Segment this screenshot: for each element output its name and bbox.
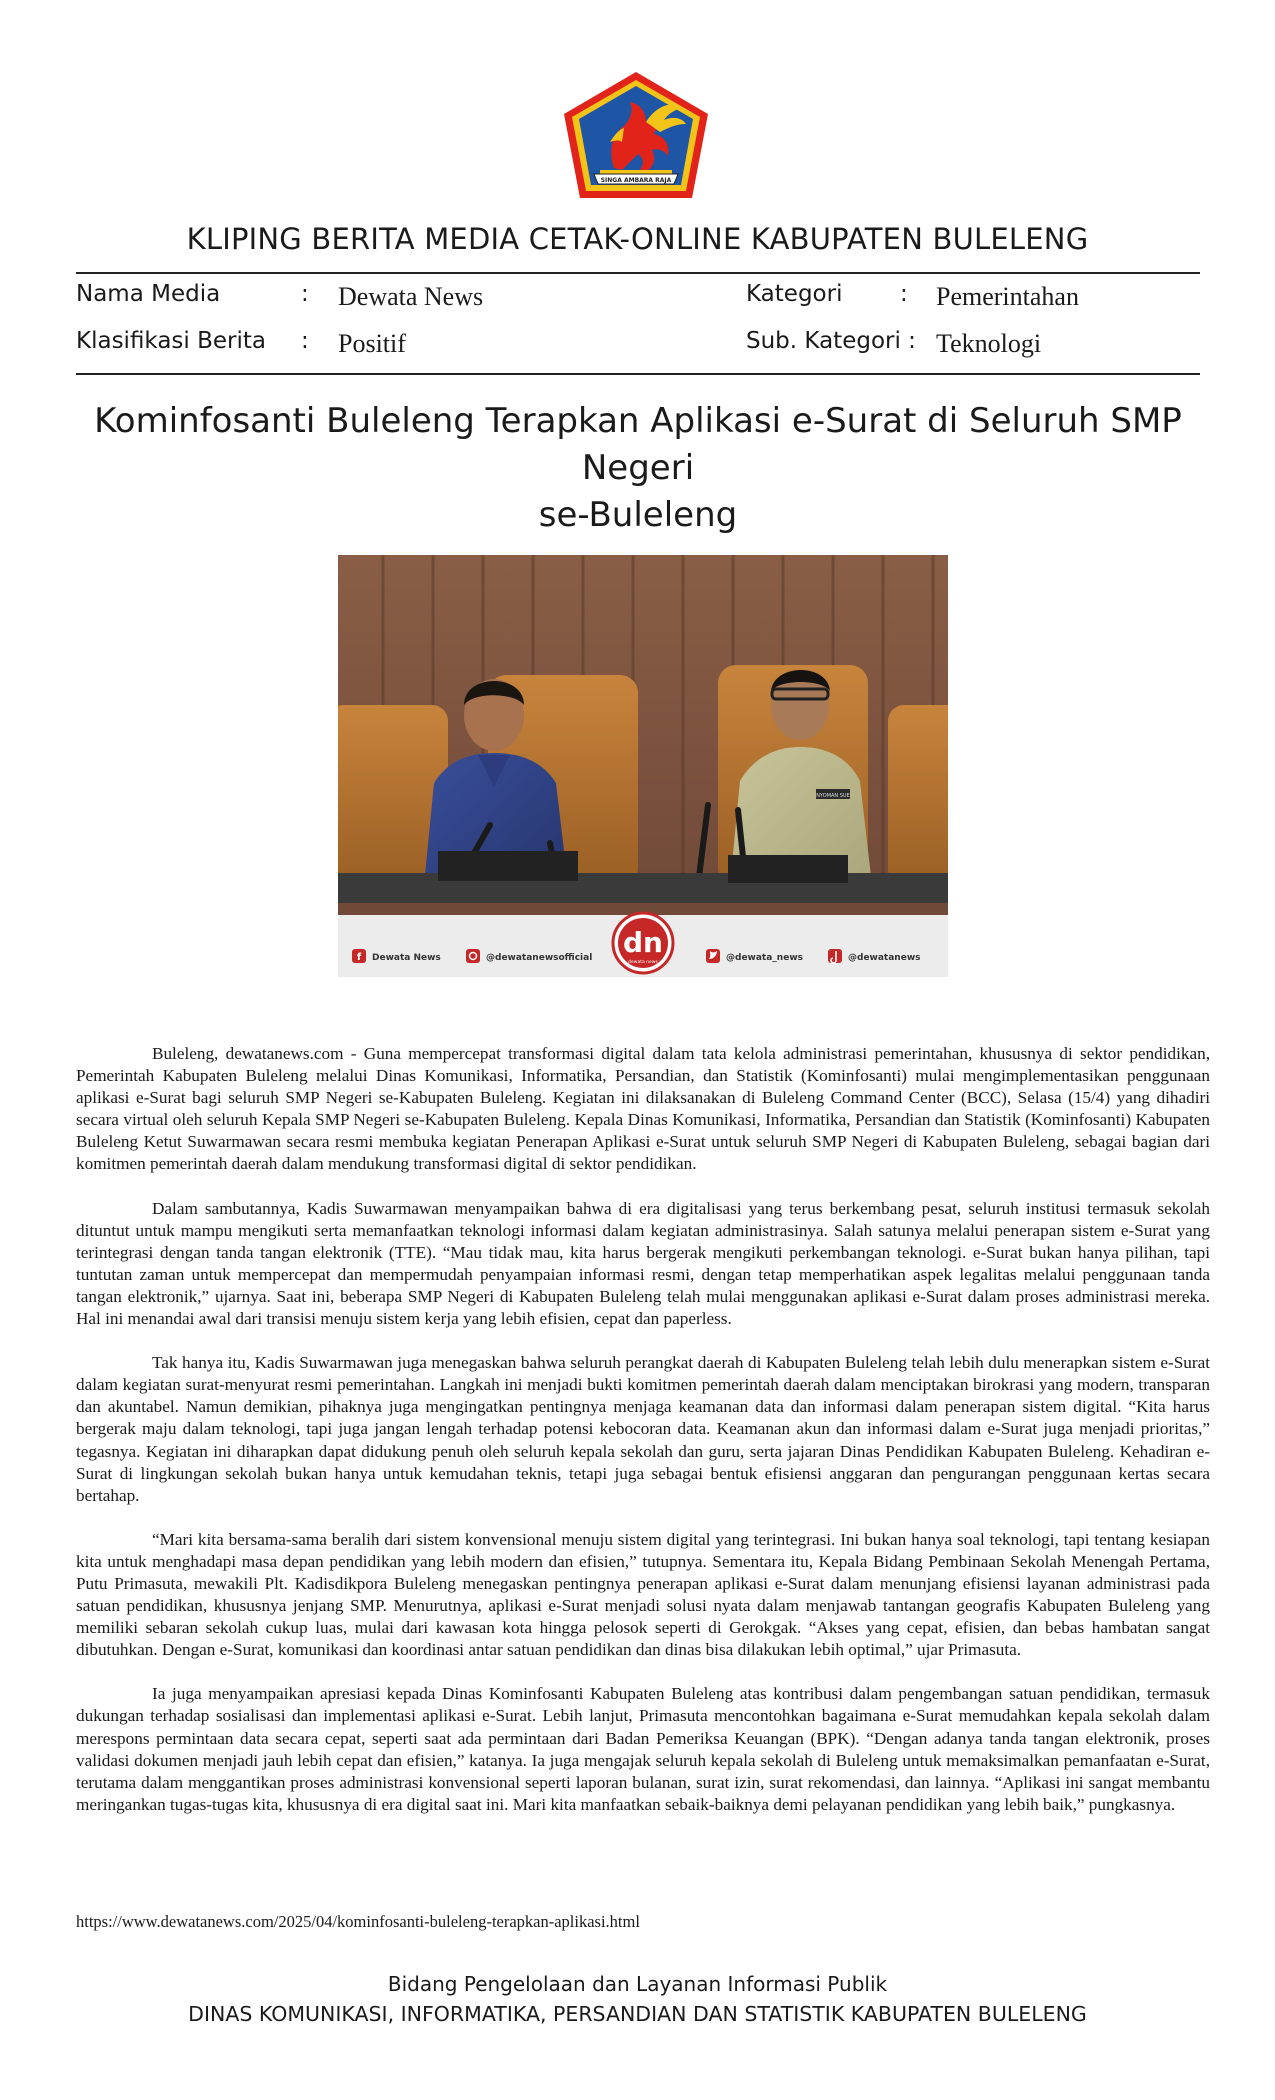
article-paragraph: Buleleng, dewatanews.com - Guna mempercepat transformasi digital dalam tata kelola administrasi pemerintahan, khususnya di sektor pendidikan, Pemerintah Kabupaten Buleleng melalui Dinas Komunikasi, Informatika, Persandian, dan Statistik (Kominfosanti) mulai mengimplementasikan penggunaan aplikasi e-Surat bagi seluruh SMP Negeri se-Kabupaten Buleleng. Kegiatan ini dilaksanakan di Buleleng Command Center (BCC), Selasa (15/4) yang dihadiri secara virtual oleh seluruh Kepala SMP Negeri se-Kabupaten Buleleng. Kepala Dinas Komunikasi, Informatika, Persandian dan Statistik (Kominfosanti) Kabupaten Buleleng Ketut Suwarmawan secara resmi membuka kegiatan Penerapan Aplikasi e-Surat untuk seluruh SMP Negeri di Kabupaten Buleleng, sebagai bagian dari komitmen pemerintah daerah dalam mendukung transformasi digital di sektor pendidikan. xyxy=(76,1044,1210,1174)
article-paragraph: Ia juga menyampaikan apresiasi kepada Dinas Kominfosanti Kabupaten Buleleng atas kontribusi dalam pengembangan satuan pendidikan, termasuk dukungan terhadap sosialisasi dan implementasi aplikasi e-Surat. Lebih lanjut, Primasuta mencontohkan bagaimana e-Surat memudahkan kepala sekolah dalam merespons permintaan data secara cepat, seperti saat ada permintaan dari Badan Pemeriksa Keuangan (BPK). “Dengan adanya tanda tangan elektronik, proses validasi dokumen menjadi jauh lebih cepat dan efisien,” katanya. Ia juga mengajak seluruh kepala sekolah di Buleleng untuk memaksimalkan pemanfaatan e-Surat, terutama dalam menggantikan proses administrasi konvensional seperti laporan bulanan, surat izin, surat rekomendasi, dan lainnya. “Aplikasi ini sangat membantu meringankan tugas-tugas kita, khususnya di era digital saat ini. Mari kita manfaatkan sebaik-baiknya demi pelayanan pendidikan yang lebih baik,” pungkasnya. xyxy=(76,1684,1210,1814)
meta-label-sub-kategori: Sub. Kategori : xyxy=(746,328,916,354)
footer-agency: DINAS KOMUNIKASI, INFORMATIKA, PERSANDIAN DAN STATISTIK KABUPATEN BULELENG xyxy=(188,2002,1087,2026)
article-headline: Kominfosanti Buleleng Terapkan Aplikasi e-Surat di Seluruh SMP Negeri se-Buleleng xyxy=(94,401,1182,535)
svg-text:@dewata_news: @dewata_news xyxy=(726,953,803,963)
meta-value-nama-media: Dewata News xyxy=(338,282,484,311)
meta-value-kategori: Pemerintahan xyxy=(936,282,1079,311)
buleleng-crest-icon xyxy=(560,70,712,200)
meta-value-sub-kategori: Teknologi xyxy=(936,329,1042,358)
article-paragraph: “Mari kita bersama-sama beralih dari sistem konvensional menuju sistem digital yang terintegrasi. Ini bukan hanya soal teknologi, tapi tentang kesiapan kita untuk menghadapi masa depan pendidikan yang lebih modern dan efisien,” tutupnya. Sementara itu, Kepala Bidang Pembinaan Sekolah Menengah Pertama, Putu Primasuta, mewakili Plt. Kadisdikpora Buleleng menegaskan pentingnya penerapan aplikasi e-Surat dalam menunjang efisiensi layanan administrasi pada satuan pendidikan, khususnya jenjang SMP. Menurutnya, aplikasi e-Surat menjadi solusi nyata dalam menjawab tantangan geografis Kabupaten Buleleng yang memiliki sebaran sekolah cukup luas, mulai dari kawasan kota hingga pelosok seperti di Gerokgak. “Akses yang cepat, efisien, dan bebas hambatan sangat dibutuhkan. Dengan e-Surat, komunikasi dan koordinasi antar satuan pendidikan dan dinas bisa dilakukan lebih optimal,” ujar Primasuta. xyxy=(76,1529,1210,1660)
article-photo xyxy=(338,555,948,977)
meta-label-kategori: Kategori xyxy=(746,281,843,307)
svg-text:f: f xyxy=(356,952,362,963)
meta-label-nama-media: Nama Media xyxy=(76,281,221,307)
svg-text:dewata news: dewata news xyxy=(628,960,658,965)
meta-value-klasifikasi: Positif xyxy=(338,329,406,358)
article-body xyxy=(76,1043,1210,1838)
svg-text:@dewatanews: @dewatanews xyxy=(848,953,921,963)
header-divider-bottom xyxy=(76,373,1200,375)
svg-text:Dewata News: Dewata News xyxy=(372,953,441,963)
svg-text:@dewatanewsofficial: @dewatanewsofficial xyxy=(486,953,593,963)
svg-text:SINGA AMBARA RAJA: SINGA AMBARA RAJA xyxy=(600,177,672,184)
meta-colon: : xyxy=(301,281,309,307)
meta-colon: : xyxy=(900,281,908,307)
footer-division: Bidang Pengelolaan dan Layanan Informasi Publik xyxy=(387,1972,888,1996)
article-paragraph: Tak hanya itu, Kadis Suwarmawan juga menegaskan bahwa seluruh perangkat daerah di Kabupaten Buleleng telah lebih dulu menerapkan sistem e-Surat dalam kegiatan surat-menyurat resmi pemerintahan. Langkah ini menjadi bukti komitmen pemerintah daerah dalam menciptakan birokrasi yang modern, transparan dan akuntabel. Namun demikian, pihaknya juga mengingatkan pentingnya menjaga keamanan data dan informasi dalam penerapan sistem digital. “Kita harus bergerak maju dalam teknologi, tapi juga jangan lengah terhadap potensi kebocoran data. Keamanan akun dan informasi dalam e-Surat juga menjadi prioritas,” tegasnya. Kegiatan ini diharapkan dapat didukung penuh oleh seluruh kepala sekolah dan guru, serta jajaran Dinas Pendidikan Kabupaten Buleleng. Kehadiran e-Surat di lingkungan sekolah bukan hanya untuk kemudahan teknis, tetapi juga sebagai bentuk efisiensi anggaran dan pengurangan penggunaan kertas secara bertahap. xyxy=(76,1353,1210,1505)
page-title: KLIPING BERITA MEDIA CETAK-ONLINE KABUPATEN BULELENG xyxy=(186,222,1089,256)
source-url[interactable]: https://www.dewatanews.com/2025/04/kominfosanti-buleleng-terapkan-aplikasi.html xyxy=(76,1912,640,1931)
meta-label-klasifikasi: Klasifikasi Berita xyxy=(76,328,267,354)
svg-text:dn: dn xyxy=(623,926,663,959)
meta-colon: : xyxy=(301,328,309,354)
svg-text:NYOMAN SUE: NYOMAN SUE xyxy=(816,793,850,799)
article-paragraph: Dalam sambutannya, Kadis Suwarmawan menyampaikan bahwa di era digitalisasi yang terus berkembang pesat, seluruh institusi termasuk sekolah dituntut untuk mampu mengikuti serta memanfaatkan teknologi informasi dalam kegiatan administrasinya. Salah satunya melalui penerapan sistem e-Surat yang terintegrasi dengan tanda tangan elektronik (TTE). “Mau tidak mau, kita harus bergerak mengikuti perkembangan teknologi. e-Surat bukan hanya pilihan, tapi tuntutan zaman untuk mempercepat dan mempermudah penyampaian informasi resmi, dengan tetap memperhatikan aspek legalitas melalui penggunaan tanda tangan elektronik,” ujarnya. Saat ini, beberapa SMP Negeri di Kabupaten Buleleng telah mulai menggunakan aplikasi e-Surat dalam proses administrasi mereka. Hal ini menandai awal dari transisi menuju sistem kerja yang lebih efisien, cepat dan paperless. xyxy=(76,1198,1210,1329)
header-divider-top xyxy=(76,272,1200,274)
